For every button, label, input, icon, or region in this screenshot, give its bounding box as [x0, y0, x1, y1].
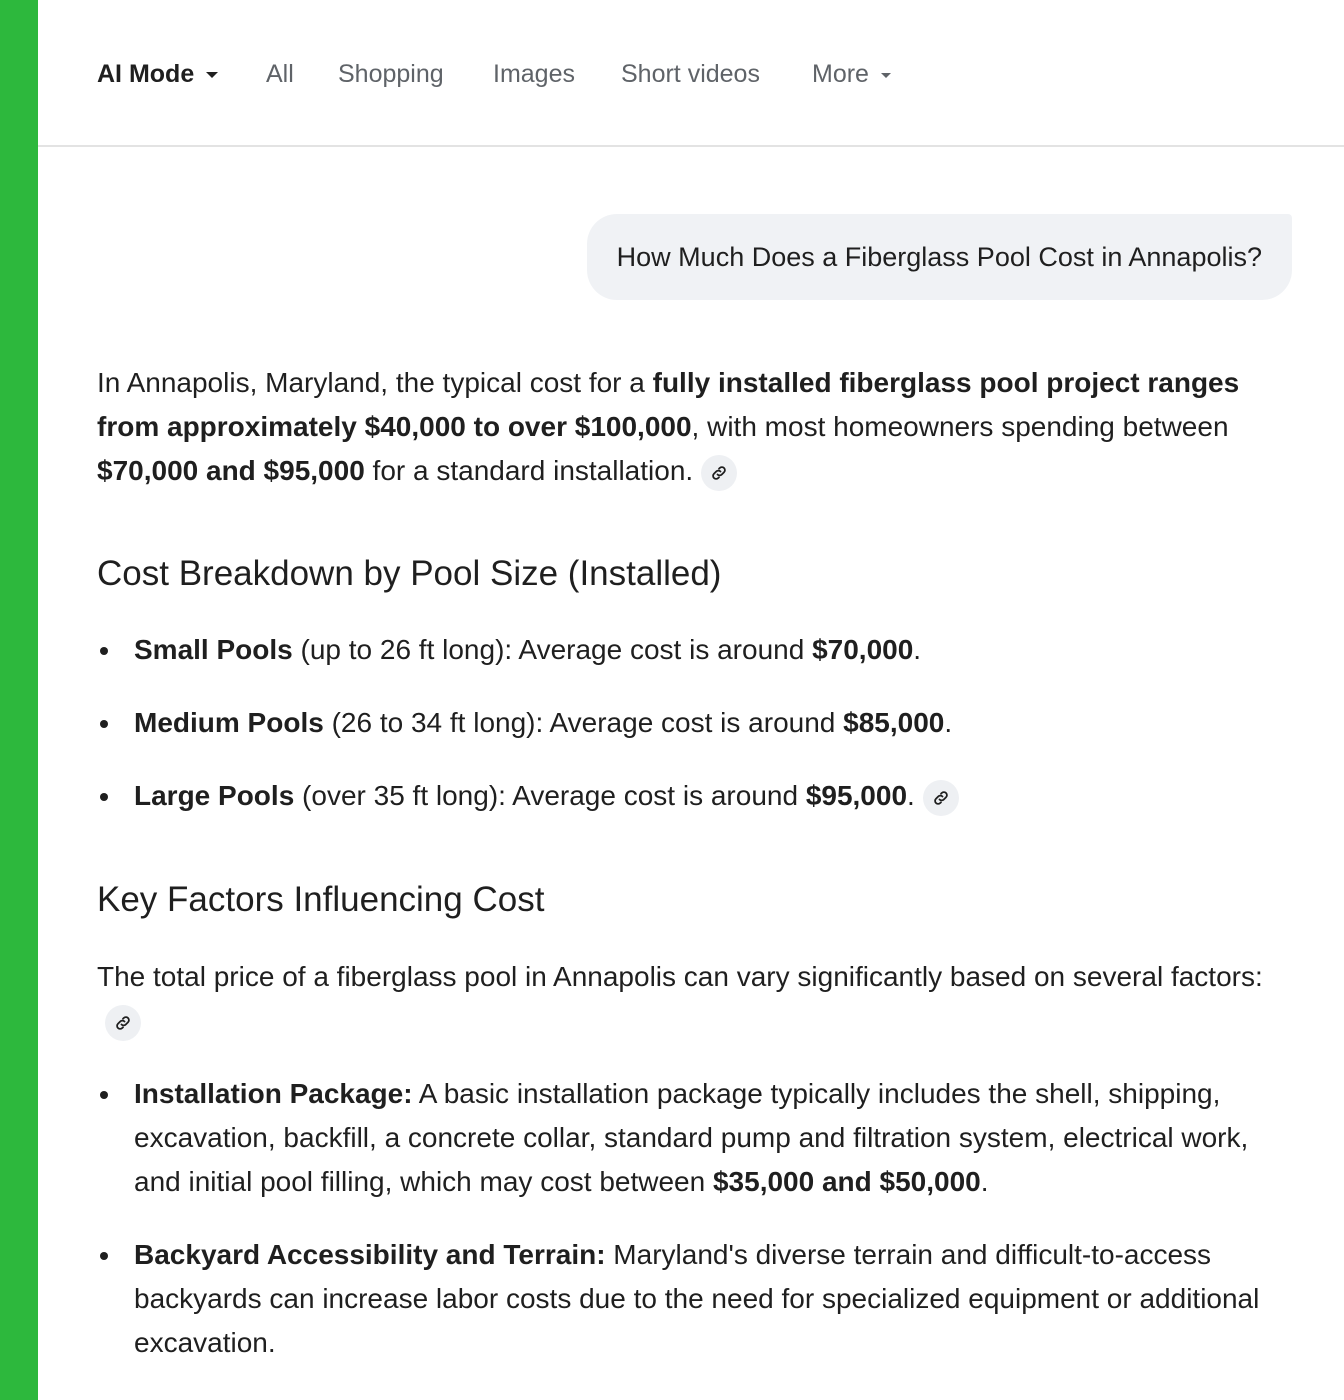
bold-text: $70,000 and $95,000: [97, 455, 365, 486]
text: , with most homeowners spending between: [691, 411, 1229, 442]
text: for a standard installation.: [364, 455, 694, 486]
bold-text: Medium Pools: [134, 707, 324, 738]
text: .: [907, 780, 915, 811]
tab-images[interactable]: Images: [493, 60, 575, 88]
tab-short-videos[interactable]: Short videos: [621, 60, 760, 88]
text: A basic installation package typically includes the shell, shipping, excavation, backfill, a concrete collar, standard pump and filtration system, electrical work, and initial pool filling, which may cost between: [134, 1078, 1249, 1197]
green-side-bar: [0, 0, 38, 1400]
bold-text: $70,000: [812, 634, 914, 665]
list-item: [97, 701, 1294, 745]
bold-text: Installation Package:: [134, 1078, 413, 1109]
bold-text: Backyard Accessibility and Terrain:: [134, 1239, 606, 1270]
list-item: [97, 1072, 1294, 1204]
dropdown-caret-icon: [206, 72, 218, 78]
list-item: [97, 628, 1294, 672]
list-item: [97, 774, 1294, 818]
text: The total price of a fiberglass pool in Annapolis can vary significantly based on several factors:: [97, 961, 1263, 992]
tab-shopping[interactable]: Shopping: [338, 60, 444, 88]
text: Maryland's diverse terrain and difficult-to-access backyards can increase labor costs due to the need for specialized equipment or additional excavation.: [134, 1239, 1260, 1358]
text: (up to 26 ft long): Average cost is around: [292, 634, 813, 665]
pool-size-list: [97, 628, 1294, 818]
list-item: [97, 1233, 1294, 1365]
text: (26 to 34 ft long): Average cost is around: [323, 707, 844, 738]
source-link-button[interactable]: [105, 1005, 141, 1041]
link-icon: [114, 1014, 132, 1032]
bold-text: $95,000: [805, 780, 908, 811]
section-heading: Key Factors Influencing Cost: [97, 880, 545, 919]
tab-ai-mode[interactable]: [97, 56, 218, 92]
search-nav-tabs: [38, 0, 1344, 147]
answer-intro: [97, 361, 1294, 493]
source-link-button[interactable]: [923, 780, 959, 816]
bold-text: $85,000: [843, 707, 945, 738]
paragraph: [97, 955, 1294, 1043]
text: .: [913, 634, 922, 665]
text: In Annapolis, Maryland, the typical cost for a: [97, 367, 653, 398]
section-heading: Cost Breakdown by Pool Size (Installed): [97, 554, 722, 593]
user-query-bubble: How Much Does a Fiberglass Pool Cost in Annapolis?: [587, 214, 1292, 300]
tab-label: AI Mode: [97, 60, 195, 88]
tab-more[interactable]: [812, 56, 891, 92]
dropdown-caret-icon: [881, 73, 891, 78]
bold-text: fully installed fiberglass pool project ranges from approximately $40,000 to over $100,000: [97, 367, 1240, 442]
source-link-button[interactable]: [701, 455, 737, 491]
tab-all[interactable]: All: [266, 60, 294, 88]
bold-text: Large Pools: [134, 780, 295, 811]
link-icon: [932, 789, 950, 807]
factors-list: [97, 1072, 1294, 1365]
link-icon: [710, 464, 728, 482]
text: (over 35 ft long): Average cost is around: [294, 780, 806, 811]
text: .: [980, 1166, 989, 1197]
tab-label: More: [812, 60, 869, 88]
bold-text: $35,000 and $50,000: [712, 1166, 981, 1197]
text: .: [944, 707, 953, 738]
bold-text: Small Pools: [134, 634, 293, 665]
